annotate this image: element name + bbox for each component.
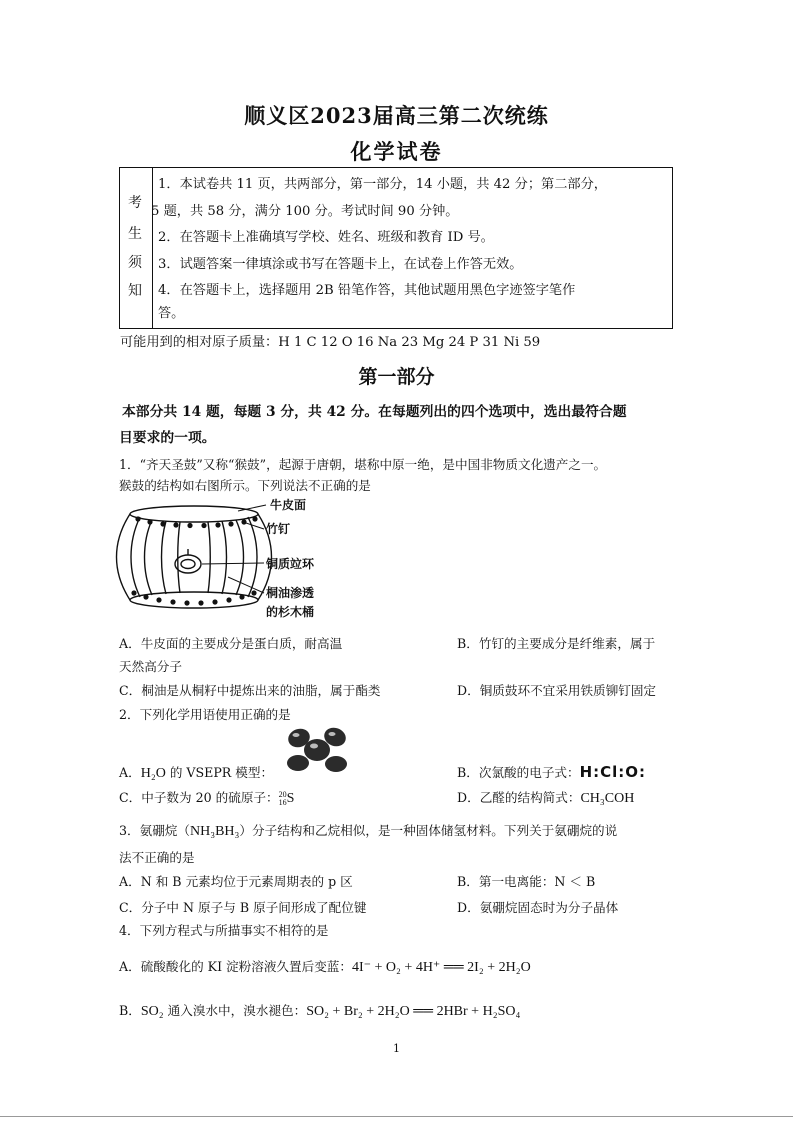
- figure-label: 竹钉: [266, 522, 291, 536]
- option-text: A．硫酸酸化的 KI 淀粉溶液久置后变蓝：: [119, 959, 352, 974]
- element-symbol: S: [286, 791, 295, 806]
- exam-title: 顺义区2023届高三第二次统练: [244, 103, 549, 128]
- mass-number: 20: [278, 789, 287, 799]
- page-divider: [0, 1116, 793, 1117]
- q3-option-a: A．N 和 B 元素均位于元素周期表的 p 区: [119, 874, 353, 889]
- electron-formula: H:Cl:O:: [579, 763, 647, 781]
- figure-label: 桐油渗透: [266, 586, 315, 600]
- notice-line: 1．本试卷共 11 页，共两部分，第一部分，14 小题，共 42 分；第二部分，: [158, 177, 607, 192]
- notice-line: 2．在答题卡上准确填写学校、姓名、班级和教育 ID 号。: [158, 230, 494, 245]
- drum-body: [117, 506, 272, 608]
- stem-text: ）分子结构和乙烷相似，是一种固体储氢材料。下列关于氨硼烷的说: [239, 823, 618, 838]
- nuclide-numbers: [279, 791, 287, 807]
- q3-stem-cont: 法不正确的是: [119, 850, 195, 865]
- notice-box: [119, 167, 673, 329]
- option-text: C．中子数为 20 的硫原子：: [119, 790, 279, 805]
- option-text: 的 VSEPR 模型：: [165, 765, 274, 780]
- q1-stem: 猴鼓的结构如右图所示。下列说法不正确的是: [119, 478, 371, 493]
- formula: SO₂: [140, 1004, 164, 1019]
- section-instructions: 目要求的一项。: [119, 430, 216, 446]
- notice-label-char: 须: [128, 255, 142, 271]
- q1-option-d: D．铜质鼓环不宜采用铁质铆钉固定: [457, 683, 657, 698]
- equation: SO₂ + Br₂ + 2H₂O ══ 2HBr + H₂SO₄: [306, 1004, 521, 1019]
- q1-option-c: C．桐油是从桐籽中提炼出来的油脂，属于酯类: [119, 683, 381, 698]
- option-text: 通入溴水中，溴水褪色：: [163, 1003, 307, 1018]
- formula: NH₃BH₃: [189, 824, 240, 839]
- figure-label: 铜质竝环: [266, 557, 315, 571]
- drum-figure: [118, 497, 315, 625]
- notice-label: [120, 168, 153, 328]
- section-title: 第一部分: [358, 366, 435, 388]
- q2-option-d: [457, 787, 634, 807]
- q2-option-b: [457, 762, 646, 781]
- notice-line: 4．在答题卡上，选择题用 2B 铅笔作答，其他试题用黑色字迹签字笔作: [158, 283, 576, 298]
- q4-stem: 4．下列方程式与所描事实不相符的是: [119, 923, 329, 938]
- q4-option-b: [119, 1000, 520, 1020]
- notice-line: 5 题，共 58 分，满分 100 分。考试时间 90 分钟。: [151, 203, 459, 219]
- atomic-number: 16: [278, 797, 287, 807]
- q3-option-d: D．氨硼烷固态时为分子晶体: [457, 900, 619, 915]
- figure-label: 的杉木桶: [266, 605, 315, 619]
- notice-label-char: 考: [128, 195, 142, 211]
- q3-option-c: C．分子中 N 原子与 B 原子间形成了配位键: [119, 900, 367, 915]
- formula: H₂O: [140, 766, 166, 781]
- notice-line: 答。: [158, 305, 185, 321]
- option-text: D．乙醛的结构简式：: [457, 790, 581, 805]
- q3-option-b: B．第一电离能：N ＜ B: [457, 874, 596, 889]
- exam-subtitle: 化学试卷: [350, 139, 443, 164]
- q1-option-a-cont: 天然高分子: [119, 659, 182, 674]
- option-label: B．: [119, 1003, 141, 1018]
- q4-option-a: [119, 956, 531, 976]
- option-label: A．: [119, 765, 141, 780]
- q3-stem: [119, 820, 617, 840]
- q1-option-a: A．牛皮面的主要成分是蛋白质，耐高温: [119, 636, 343, 651]
- notice-label-char: 知: [128, 283, 142, 299]
- notice-label-char: 生: [128, 226, 142, 242]
- q2-option-c: [119, 787, 294, 807]
- notice-body: [151, 172, 670, 323]
- atomic-masses: 可能用到的相对原子质量：H 1 C 12 O 16 Na 23 Mg 24 P 31 Ni 59: [120, 335, 541, 350]
- stem-text: 3．氨硼烷（: [119, 823, 190, 838]
- page-number: 1: [393, 1042, 400, 1055]
- formula: CH₃COH: [580, 791, 635, 806]
- figure-label: 牛皮面: [270, 498, 307, 512]
- vsepr-model-image: [284, 726, 350, 776]
- notice-line: 3．试题答案一律填涂或书写在答题卡上，在试卷上作答无效。: [158, 256, 523, 272]
- q1-option-b: B．竹钉的主要成分是纤维素，属于: [457, 636, 656, 651]
- option-text: B．次氯酸的电子式：: [457, 765, 580, 780]
- section-instructions: 本部分共 14 题，每题 3 分，共 42 分。在每题列出的四个选项中，选出最符合题: [122, 404, 627, 420]
- q2-option-a: [119, 762, 273, 782]
- q2-stem: 2．下列化学用语使用正确的是: [119, 707, 291, 722]
- q1-stem: 1．“齐天圣鼓”又称“猴鼓”，起源于唐朝，堪称中原一绝，是中国非物质文化遗产之一。: [119, 457, 607, 472]
- equation: 4I⁻ + O₂ + 4H⁺ ══ 2I₂ + 2H₂O: [351, 960, 531, 975]
